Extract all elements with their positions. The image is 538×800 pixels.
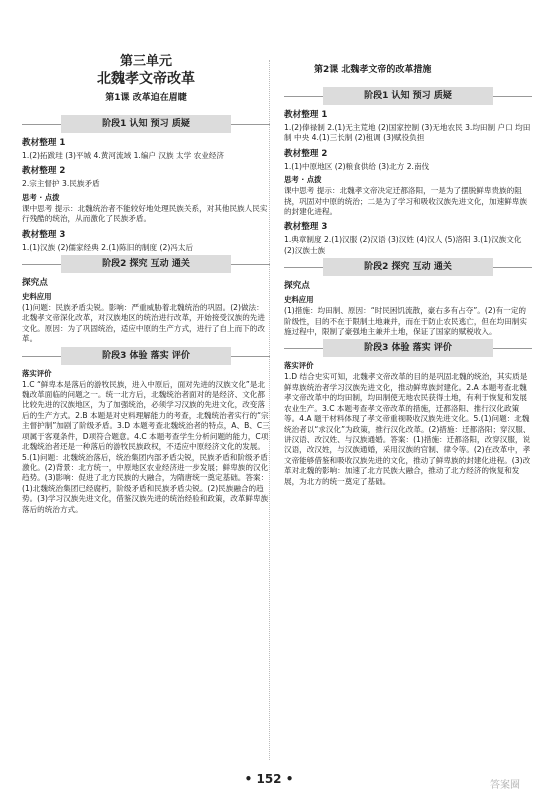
evaluation-text: 1.D 结合史实可知，北魏孝文帝改革的目的是巩固北魏的统治，其实质是鲜卑族统治者学习汉族先进文化，推动鲜卑族封建化。2.A 本题考查北魏孝文帝改革中的均田制，均田制使无地农民获得土地，有利于恢复和发展农业生产。3.C 本题考查孝文帝改革的措施，迁都洛阳、推行汉化政策等。4.A 题干材料体现了孝文帝重视吸收汉族先进文化。5.(1)问题：北魏统治者以“求汉化”为政策，推行汉化改革。(2)措施：迁都洛阳；穿汉服、讲汉语、改汉姓、与汉族通婚。答案：(1)措施：迁都洛阳，改穿汉服，说汉语，改汉姓，与汉族通婚，采用汉族的官制、律令等。(2)在改革中，孝文帝能够借鉴和吸收汉族先进的文化，推动了鲜卑族的封建化进程。(3)改革对北魏的影响：加速了北方民族大融合，推动了北方经济的恢复和发展，为北方的统一奠定了基础。 bbox=[284, 372, 531, 486]
stage1-band bbox=[284, 87, 532, 105]
evaluation-heading: 落实评价 bbox=[22, 368, 52, 378]
textbook-section-3: 教材整理 3 bbox=[284, 222, 328, 233]
stage3-band bbox=[22, 347, 270, 365]
source-heading: 史料应用 bbox=[22, 292, 52, 302]
stage1-label: 阶段1 认知 预习 质疑 bbox=[61, 115, 231, 133]
unit-title: 第三单元 bbox=[119, 54, 172, 69]
unit-subtitle: 北魏孝文帝改革 bbox=[97, 71, 195, 87]
source-heading: 史料应用 bbox=[284, 295, 314, 305]
textbook-answers-2: 1.(1)中原地区 (2)粮食供给 (3)北方 2.南伐 bbox=[284, 161, 430, 171]
textbook-answers-3: 1.(1)汉族 (2)儒家经典 2.(1)陈旧的制度 (2)冯太后 bbox=[22, 242, 194, 252]
textbook-answers-2: 2.宗主督护 3.民族矛盾 bbox=[22, 179, 100, 189]
lesson1-title: 第1课 改革迫在眉睫 bbox=[105, 93, 187, 103]
textbook-answers-1: 1.(2)俸禄制 2.(1)无主荒地 (2)国家控制 (3)无地农民 3.均田制 户口 均田制 中央 4.(1)三长制 (2)租调 (3)赋役负担 bbox=[284, 123, 531, 143]
stage3-label: 阶段3 体验 落实 评价 bbox=[323, 339, 493, 357]
explore-heading: 探究点 bbox=[284, 281, 310, 292]
stage2-label: 阶段2 探究 互动 通关 bbox=[61, 255, 231, 273]
textbook-section-1: 教材整理 1 bbox=[22, 138, 66, 148]
textbook-section-3: 教材整理 3 bbox=[22, 229, 66, 240]
page-number: • 152 • bbox=[244, 772, 294, 786]
lesson2-title: 第2课 北魏孝文帝的改革措施 bbox=[314, 65, 432, 75]
think-heading: 思考 · 点拨 bbox=[22, 192, 60, 202]
stage2-label: 阶段2 探究 互动 通关 bbox=[323, 258, 493, 276]
watermark: 答案圈 bbox=[490, 780, 520, 791]
think-heading: 思考 · 点拨 bbox=[284, 175, 322, 185]
textbook-section-2: 教材整理 2 bbox=[284, 148, 328, 159]
explore-text: (1)问题：民族矛盾尖锐。影响：严重威胁着北魏统治的巩固。(2)做法：北魏孝文帝深化改革，对汉族地区的统治进行改革，开始接受汉族的先进文化。原因：为了巩固统治，适应中原的生产方式，进行了自上而下的改革。 bbox=[22, 303, 265, 344]
stage1-band bbox=[22, 115, 270, 133]
stage2-band bbox=[284, 258, 532, 276]
stage1-label: 阶段1 认知 预习 质疑 bbox=[323, 87, 493, 105]
evaluation-heading: 落实评价 bbox=[284, 361, 314, 371]
textbook-section-2: 教材整理 2 bbox=[22, 166, 66, 177]
evaluation-text: 1.C “鲜卑本是落后的游牧民族，进入中原后，面对先进的汉族文化”是北魏改革面临的问题之一。统一北方后，北魏统治者面对的是经济、文化都比较先进的汉族地区，为了加强统治，必须学习汉族的先进文化，改变落后的生产方式。2.B 本题是对史料理解能力的考查，北魏统治者实行的“宗主督护制”加剧了阶级矛盾。3.D 本题考查北魏统治者的特点，A、B、C三项属于客观条件，D项符合题意。4.C 本题考查学生分析问题的能力，C项北魏统治者还是一种落后的游牧民族政权，不适应中原经济文化的发展。5.(1)问题：北魏统治落后，统治集团内部矛盾尖锐，民族矛盾和阶级矛盾激化。(2)背景：北方统一，中原地区农业经济进一步发展；鲜卑族的汉化趋势。(3)影响：促进了北方民族的大融合，为隋唐统一奠定基础。答案：(1)北魏统治集团已经腐朽，阶级矛盾和民族矛盾尖锐。(2)民族融合的趋势。(3)学习汉族先进文化，借鉴汉族先进的统治经验和政策，改革鲜卑族落后的统治方式。 bbox=[22, 379, 270, 514]
left-column bbox=[22, 0, 270, 515]
right-column bbox=[284, 0, 532, 487]
think-text: 课中思考 提示：北魏孝文帝决定迁都洛阳，一是为了摆脱鲜卑贵族的阻挠，巩固对中原的统治；二是为了学习和吸收汉族先进文化，加速鲜卑族的封建化进程。 bbox=[284, 186, 527, 217]
stage2-band bbox=[22, 255, 270, 273]
think-text: 课中思考 提示：北魏统治者不能较好地处理民族关系，对其他民族人民实行残酷的统治，从而激化了民族矛盾。 bbox=[22, 203, 268, 224]
stage3-band bbox=[284, 339, 532, 357]
textbook-answers-1: 1.(2)拓跋珪 (3)平城 4.黄河流域 1.编户 汉族 太学 农业经济 bbox=[22, 151, 225, 160]
unit-header bbox=[22, 54, 270, 88]
explore-text: (1)措施：均田制、原因：“时民困饥流散，豪右多有占夺”。(2)有一定的阶级性，目的不在于限制土地兼并，而在于防止农民逃亡，但在均田制实施过程中，限制了豪强地主兼并土地，保证了国家的赋税收入。 bbox=[284, 306, 527, 337]
explore-heading: 探究点 bbox=[22, 278, 48, 289]
textbook-answers-3: 1.典章制度 2.(1)汉服 (2)汉语 (3)汉姓 (4)汉人 (5)洛阳 3.(1)汉族文化 (2)汉族士族 bbox=[284, 235, 522, 255]
textbook-section-1: 教材整理 1 bbox=[284, 110, 328, 120]
stage3-label: 阶段3 体验 落实 评价 bbox=[61, 347, 231, 365]
